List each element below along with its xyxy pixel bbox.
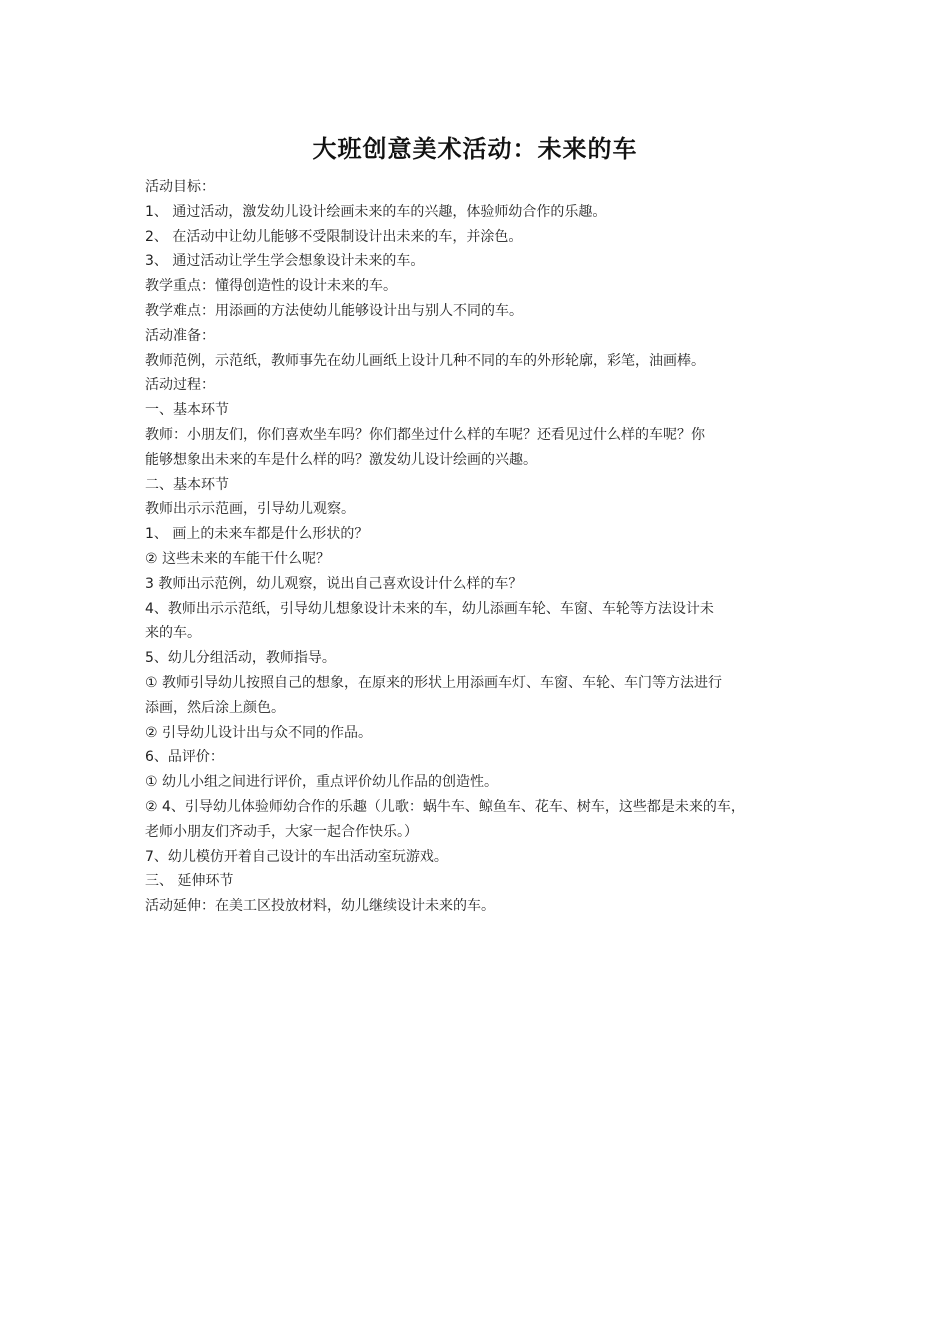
list-item: 3 教师出示范例，幼儿观察，说出自己喜欢设计什么样的车？ <box>145 575 523 592</box>
list-item: 4、教师出示示范纸，引导幼儿想象设计未来的车，幼儿添画车轮、车窗、车轮等方法设计未 <box>145 600 714 617</box>
list-item: ① 教师引导幼儿按照自己的想象，在原来的形状上用添画车灯、车窗、车轮、车门等方法进行 <box>145 674 722 691</box>
list-item: 1、 画上的未来车都是什么形状的？ <box>145 526 369 543</box>
goal-item-2: 2、 在活动中让幼儿能够不受限制设计出未来的车，并涂色。 <box>145 228 523 245</box>
list-item-continuation: 来的车。 <box>145 625 201 642</box>
list-item: ① 幼儿小组之间进行评价，重点评价幼儿作品的创造性。 <box>145 774 498 791</box>
goal-item-3: 3、 通过活动让学生学会想象设计未来的车。 <box>145 253 425 270</box>
section-heading-process: 活动过程： <box>145 377 215 394</box>
list-item: ② 这些未来的车能干什么呢？ <box>145 550 331 567</box>
list-item: ② 4、引导幼儿体验师幼合作的乐趣（儿歌：蜗牛车、鲸鱼车、花车、树车，这些都是未来的车， <box>145 798 745 815</box>
paragraph-line: 教师出示示范画，引导幼儿观察。 <box>145 501 355 518</box>
list-item-continuation: 老师小朋友们齐动手，大家一起合作快乐。） <box>145 823 418 840</box>
document-title: 大班创意美术活动：未来的车 <box>312 135 638 163</box>
document-body <box>145 175 825 919</box>
paragraph-line: 能够想象出未来的车是什么样的吗？激发幼儿设计绘画的兴趣。 <box>145 451 537 468</box>
subsection-heading-1: 一、基本环节 <box>145 402 229 419</box>
list-item: 7、幼儿模仿开着自己设计的车出活动室玩游戏。 <box>145 848 448 865</box>
subsection-heading-3: 三、 延伸环节 <box>145 873 234 890</box>
paragraph-line: 教师：小朋友们，你们喜欢坐车吗？你们都坐过什么样的车呢？还看见过什么样的车呢？你 <box>145 426 705 443</box>
section-heading-goals: 活动目标： <box>145 179 215 195</box>
extension-text: 活动延伸：在美工区投放材料，幼儿继续设计未来的车。 <box>145 898 495 915</box>
section-heading-preparation: 活动准备： <box>145 327 215 344</box>
list-item: 5、幼儿分组活动，教师指导。 <box>145 650 336 667</box>
list-item: 6、品评价： <box>145 749 224 766</box>
list-item: ② 引导幼儿设计出与众不同的作品。 <box>145 724 373 741</box>
subsection-heading-2: 二、基本环节 <box>145 476 229 493</box>
list-item-continuation: 添画，然后涂上颜色。 <box>145 699 285 716</box>
goal-item-1: 1、 通过活动，激发幼儿设计绘画未来的车的兴趣，体验师幼合作的乐趣。 <box>145 203 607 220</box>
preparation-text: 教师范例，示范纸，教师事先在幼儿画纸上设计几种不同的车的外形轮廓，彩笔，油画棒。 <box>145 352 705 369</box>
teaching-difficulty: 教学难点：用添画的方法使幼儿能够设计出与别人不同的车。 <box>145 302 523 319</box>
teaching-focus: 教学重点：懂得创造性的设计未来的车。 <box>145 278 397 295</box>
